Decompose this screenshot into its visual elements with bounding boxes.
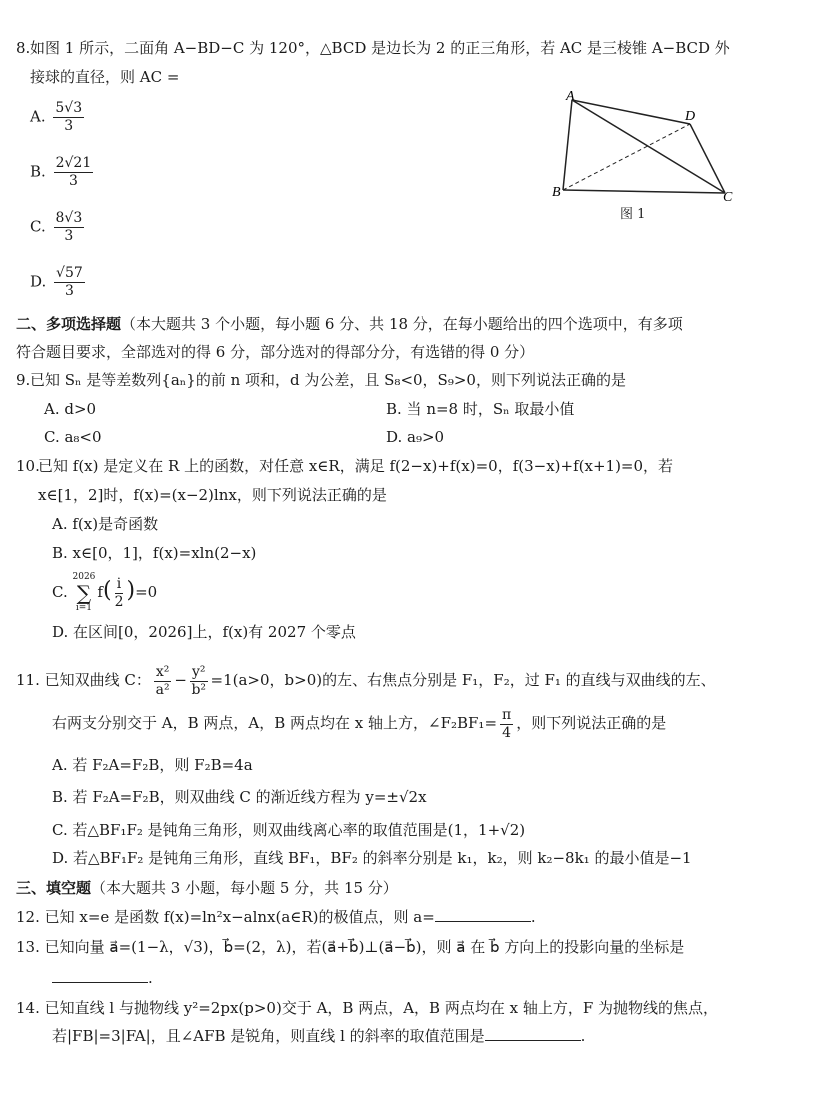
q11-option-a: A. 若 F₂A=F₂B，则 F₂B=4a <box>52 756 253 774</box>
summation: 2026 ∑ i=1 <box>72 572 96 613</box>
numerator: i <box>116 575 122 592</box>
section-title: 二、多项选择题 <box>16 315 122 333</box>
q10-stem-line2: x∈[1，2]时，f(x)=(x−2)lnx，则下列说法正确的是 <box>38 486 387 504</box>
point-b-label: B <box>552 185 561 200</box>
q8-option-a <box>30 100 87 135</box>
answer-blank[interactable] <box>435 907 531 922</box>
period: . <box>580 1027 586 1045</box>
q10-option-c: C. 2026 ∑ i=1 f( $\frac{i}{2}$ )=0 <box>52 572 158 613</box>
q8-option-d <box>30 265 88 300</box>
numerator: x² <box>155 663 170 680</box>
edge-bc <box>563 190 725 193</box>
figure-caption: 图 1 <box>620 207 646 222</box>
section-desc: （本大题共 3 小题，每小题 5 分，共 15 分） <box>91 879 398 897</box>
section-2-heading <box>16 314 683 334</box>
text: 右两支分别交于 A，B 两点，A，B 两点均在 x 轴上方，∠F₂BF₁= <box>52 714 498 732</box>
denominator: 4 <box>502 724 512 741</box>
q12 <box>16 907 536 927</box>
section-desc: （本大题共 3 个小题，每小题 6 分、共 18 分，在每小题给出的四个选项中，有多项 <box>121 315 683 333</box>
answer-blank[interactable] <box>52 968 148 983</box>
option-label: D. <box>30 272 47 291</box>
q13-number: 13. <box>16 938 40 956</box>
option-label: B. <box>30 162 46 181</box>
point-c-label: C <box>723 190 733 205</box>
denominator: 3 <box>64 283 74 299</box>
sum-lower: i=1 <box>75 603 93 613</box>
q9-option-b: B. 当 n=8 时，Sₙ 取最小值 <box>386 400 575 418</box>
period: . <box>148 969 153 987</box>
point-d-label: D <box>685 109 696 124</box>
q8-option-b <box>30 155 96 190</box>
q10-option-d: D. 在区间[0，2026]上，f(x)有 2027 个零点 <box>52 623 356 641</box>
q11-option-b: B. 若 F₂A=F₂B，则双曲线 C 的渐近线方程为 y=±√2x <box>52 788 427 806</box>
q11-number: 11. <box>16 671 40 689</box>
numerator: 5√3 <box>55 100 83 116</box>
figure-1-tetrahedron <box>550 88 750 228</box>
q11-option-d: D. 若△BF₁F₂ 是钝角三角形，直线 BF₁，BF₂ 的斜率分别是 k₁，k₂，则 k₂−8k₁ 的最小值是−1 <box>52 849 692 867</box>
denominator: b² <box>191 681 207 698</box>
numerator: √57 <box>56 265 83 281</box>
q8-option-c <box>30 210 87 245</box>
q11-stem-line1 <box>16 660 716 700</box>
period: . <box>530 908 536 926</box>
q9-option-d: D. a₉>0 <box>386 428 445 446</box>
denominator: 3 <box>64 228 74 244</box>
q10-option-a: A. f(x)是奇函数 <box>52 515 159 533</box>
q9-stem: 已知 Sₙ 是等差数列{aₙ}的前 n 项和，d 为公差，且 S₈<0，S₉>0，则下列说法正确的是 <box>30 371 626 389</box>
numerator: y² <box>191 663 206 680</box>
q9-option-a: A. d>0 <box>44 400 97 418</box>
q8-stem-line2: 接球的直径，则 AC = <box>30 68 180 86</box>
option-label: A. <box>30 107 46 126</box>
q12-stem: 已知 x=e 是函数 f(x)=ln²x−alnx(a∈R)的极值点，则 a= <box>44 908 435 926</box>
q11-option-c: C. 若△BF₁F₂ 是钝角三角形，则双曲线离心率的取值范围是(1，1+√2) <box>52 821 526 839</box>
q14-line2 <box>52 1026 585 1046</box>
q8-number: 8. <box>16 39 31 57</box>
q13 <box>16 937 684 957</box>
sum-upper: 2026 <box>72 572 96 582</box>
function-name: f <box>97 583 103 601</box>
section-3-heading <box>16 878 398 898</box>
option-label: C. <box>52 583 68 601</box>
section-2-desc-line2: 符合题目要求，全部选对的得 6 分，部分选对的得部分分，有选错的得 0 分） <box>16 343 535 361</box>
q14-stem: 已知直线 l 与抛物线 y²=2px(p>0)交于 A，B 两点，A，B 两点均在 x 轴上方，F 为抛物线的焦点， <box>44 999 719 1017</box>
q13-stem: 已知向量 a⃗=(1−λ，√3)，b⃗=(2，λ)，若(a⃗+b⃗)⊥(a⃗−b⃗)，则 a⃗ 在 b⃗ 方向上的投影向量的坐标是 <box>44 938 685 956</box>
edge-ab <box>563 100 572 190</box>
q10-stem-line1: 已知 f(x) 是定义在 R 上的函数，对任意 x∈R，满足 f(2−x)+f(x)=0，f(3−x)+f(x+1)=0，若 <box>38 457 674 475</box>
q9-option-c: C. a₈<0 <box>44 428 102 446</box>
q8-stem-line1: 如图 1 所示，二面角 A−BD−C 为 120°，△BCD 是边长为 2 的正三角形，若 AC 是三棱锥 A−BCD 外 <box>30 39 730 57</box>
section-title: 三、填空题 <box>16 879 92 897</box>
edge-ad <box>572 100 690 124</box>
q14-stem-line2: 若|FB|=3|FA|，且∠AFB 是锐角，则直线 l 的斜率的取值范围是 <box>52 1027 485 1045</box>
denominator: 3 <box>68 173 78 189</box>
denominator: 2 <box>114 593 124 610</box>
q9-number: 9. <box>16 371 31 389</box>
rhs: =0 <box>135 583 158 601</box>
numerator: π <box>502 706 512 723</box>
text: ，则下列说法正确的是 <box>516 714 667 732</box>
point-a-label: A <box>566 89 575 104</box>
q13-answer <box>52 968 153 988</box>
numerator: 2√21 <box>55 155 92 171</box>
q10-number: 10. <box>16 457 40 475</box>
q12-number: 12. <box>16 908 40 926</box>
q14-line1 <box>16 998 718 1018</box>
q10-option-b: B. x∈[0，1]，f(x)=xln(2−x) <box>52 544 257 562</box>
answer-blank[interactable] <box>485 1026 581 1041</box>
option-label: C. <box>30 217 46 236</box>
numerator: 8√3 <box>55 210 83 226</box>
denominator: a² <box>155 681 170 698</box>
denominator: 3 <box>64 118 74 134</box>
q14-number: 14. <box>16 999 40 1017</box>
q11-stem-line2 <box>52 705 666 742</box>
operator: − <box>174 671 187 689</box>
text: =1(a>0，b>0)的左、右焦点分别是 F₁，F₂，过 F₁ 的直线与双曲线的左、 <box>210 671 716 689</box>
text: 已知双曲线 C： <box>44 671 151 689</box>
